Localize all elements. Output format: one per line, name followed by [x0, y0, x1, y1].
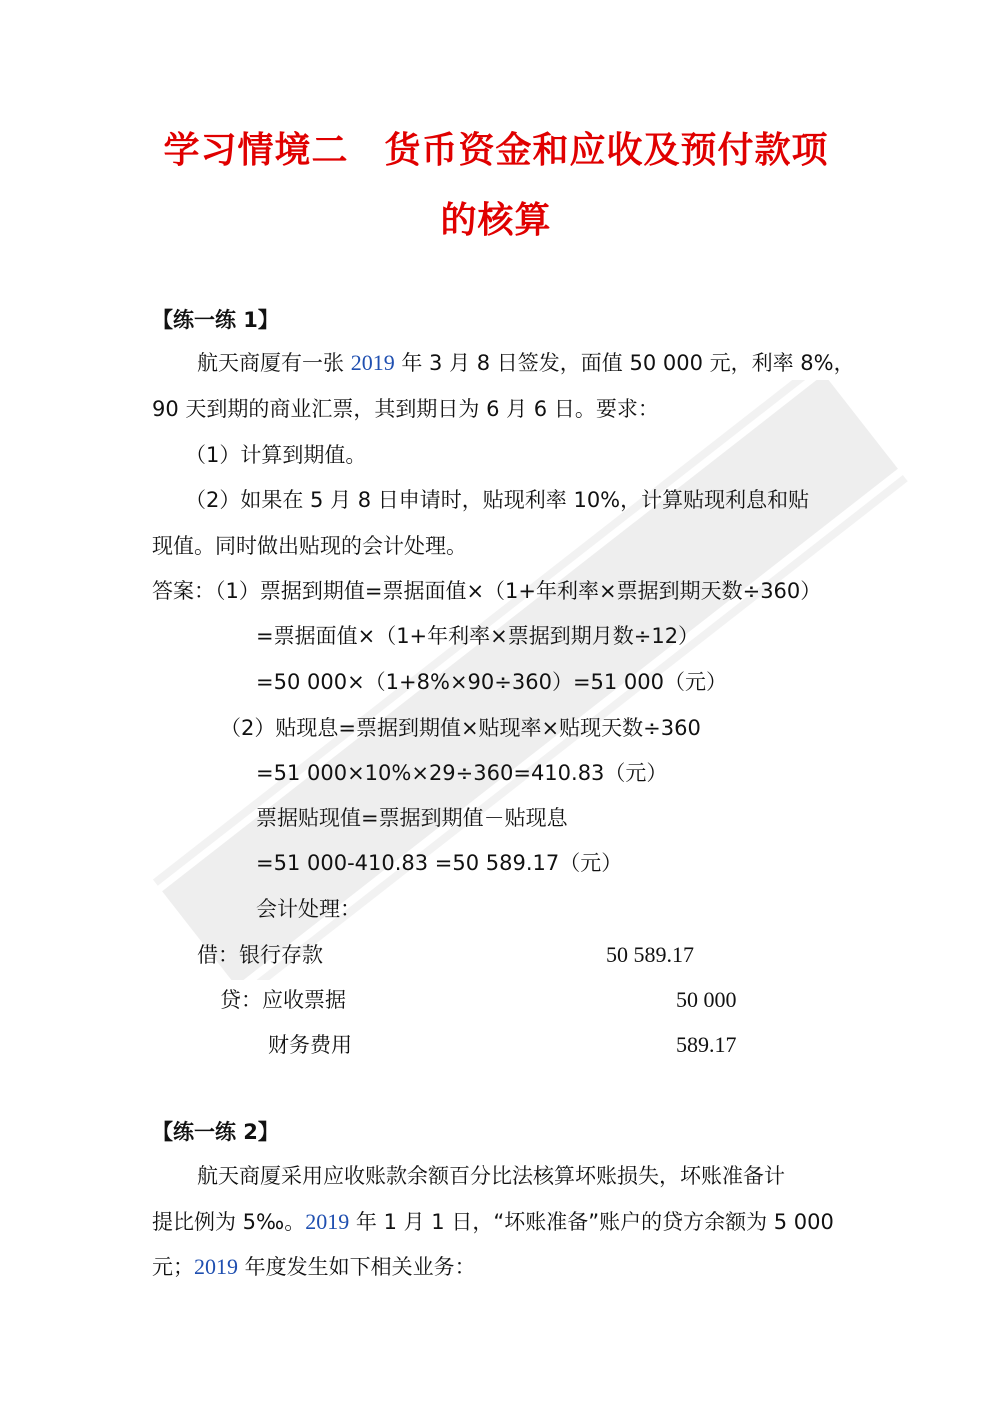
- exercise-2-heading: 【练一练 2】: [152, 1120, 279, 1144]
- exercise-1-paragraph-line-1: [197, 348, 855, 378]
- text-segment: 年度发生如下相关业务：: [238, 1255, 476, 1279]
- text-segment: 元；: [152, 1255, 194, 1279]
- title-part-2: 货币资金和应收及预付款项: [384, 130, 829, 171]
- credit-amount-2: 589.17: [676, 1032, 737, 1057]
- exercise-1-paragraph-line-2: 90 天到期的商业汇票，其到期日为 6 月 6 日。要求：: [152, 397, 659, 421]
- page-title-line-2: 的核算: [440, 200, 552, 241]
- question-2-line-2: 现值。同时做出贴现的会计处理。: [152, 534, 467, 558]
- credit-label-1: 贷：应收票据: [220, 988, 346, 1012]
- debit-label: 借：银行存款: [197, 943, 323, 967]
- credit-amount-1: 50 000: [676, 987, 737, 1012]
- exercise-2-paragraph-line-3: [152, 1252, 476, 1282]
- title-part-1: 学习情境二: [163, 130, 349, 171]
- text-segment: 年 3 月 8 日签发，面值 50 000 元，利率 8%，: [394, 351, 855, 375]
- text-segment: 航天商厦有一张: [197, 351, 351, 375]
- answer-line-5: =51 000×10%×29÷360=410.83（元）: [256, 761, 668, 785]
- exercise-1-heading: 【练一练 1】: [152, 308, 279, 332]
- answer-line-3: =50 000×（1+8%×90÷360）=51 000（元）: [256, 670, 728, 694]
- text-segment: 年 1 月 1 日，“坏账准备”账户的贷方余额为 5 000: [349, 1210, 834, 1234]
- exercise-2-paragraph-line-1: 航天商厦采用应收账款余额百分比法核算坏账损失，坏账准备计: [197, 1164, 785, 1188]
- year: 2019: [194, 1254, 238, 1279]
- answer-line-1: 答案：（1）票据到期值=票据面值×（1+年利率×票据到期天数÷360）: [152, 579, 822, 603]
- question-1: （1）计算到期值。: [185, 443, 367, 467]
- year: 2019: [350, 350, 395, 375]
- page-title-line-1: [0, 122, 992, 173]
- answer-line-4: （2）贴现息=票据到期值×贴现率×贴现天数÷360: [220, 716, 701, 740]
- year: 2019: [305, 1209, 350, 1234]
- answer-line-8: 会计处理：: [256, 897, 361, 921]
- answer-line-2: =票据面值×（1+年利率×票据到期月数÷12）: [256, 624, 700, 648]
- credit-label-2: 财务费用: [268, 1033, 352, 1057]
- answer-line-6: 票据贴现值=票据到期值－贴现息: [256, 806, 568, 830]
- answer-line-7: =51 000-410.83 =50 589.17（元）: [256, 851, 623, 875]
- exercise-2-paragraph-line-2: [152, 1207, 834, 1237]
- question-2-line-1: （2）如果在 5 月 8 日申请时，贴现利率 10%，计算贴现利息和贴: [185, 488, 810, 512]
- debit-amount: 50 589.17: [606, 942, 694, 967]
- text-segment: 提比例为 5‰。: [152, 1210, 306, 1234]
